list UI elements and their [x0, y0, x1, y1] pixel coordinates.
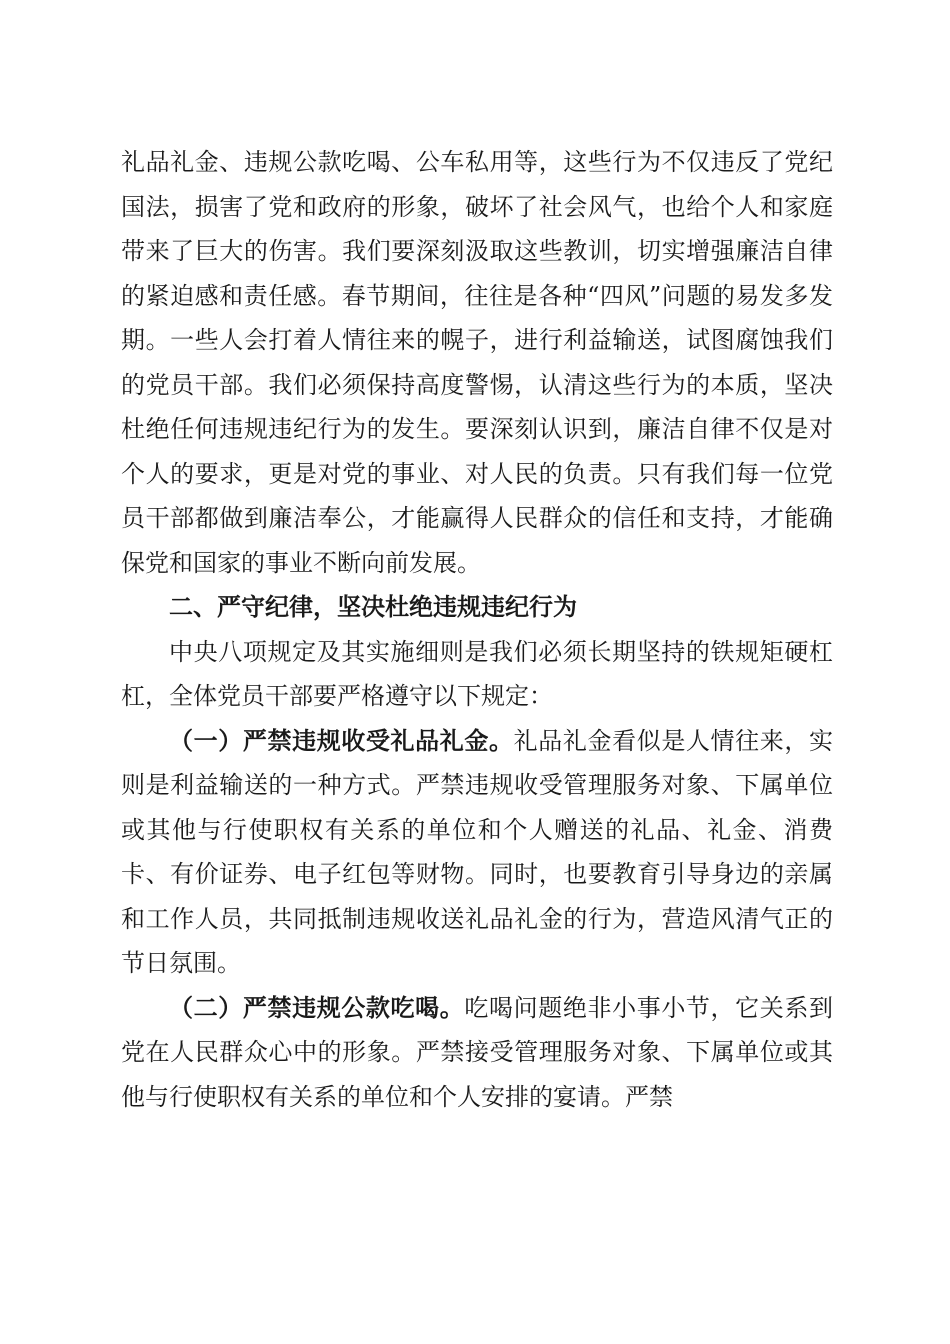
item-1-text: 礼品礼金看似是人情往来，实则是利益输送的一种方式。严禁违规收受管理服务对象、下属单位或其他与行使职权有关系的单位和个人赠送的礼品、礼金、消费卡、有价证券、电子红包等财物。同时，也要教育引导身边的亲属和工作人员，共同抵制违规收送礼品礼金的行为，营造风清气正的节日氛围。 [121, 726, 834, 977]
document-body [121, 140, 833, 1119]
paragraph-item-2 [121, 986, 833, 1120]
paragraph-continuation: 礼品礼金、违规公款吃喝、公车私用等，这些行为不仅违反了党纪国法，损害了党和政府的形象，破坏了社会风气，也给个人和家庭带来了巨大的伤害。我们要深刻汲取这些教训，切实增强廉洁自律的紧迫感和责任感。春节期间，往往是各种“四风”问题的易发多发期。一些人会打着人情往来的幌子，进行利益输送，试图腐蚀我们的党员干部。我们必须保持高度警惕，认清这些行为的本质，坚决杜绝任何违规违纪行为的发生。要深刻认识到，廉洁自律不仅是对个人的要求，更是对党的事业、对人民的负责。只有我们每一位党员干部都做到廉洁奉公，才能赢得人民群众的信任和支持，才能确保党和国家的事业不断向前发展。 [121, 148, 833, 577]
section-heading: 二、严守纪律，坚决杜绝违规违纪行为 [169, 593, 577, 621]
paragraph-intro: 中央八项规定及其实施细则是我们必须长期坚持的铁规矩硬杠杠，全体党员干部要严格遵守以下规定： [121, 637, 833, 710]
item-1-lead: （一）严禁违规收受礼品礼金。 [169, 725, 514, 755]
item-2-lead: （二）严禁违规公款吃喝。 [169, 992, 465, 1022]
item-2-text: 吃喝问题绝非小事小节，它关系到党在人民群众心中的形象。严禁接受管理服务对象、下属单位或其他与行使职权有关系的单位和个人安排的宴请。严禁 [121, 993, 834, 1111]
paragraph-item-1 [121, 719, 833, 986]
